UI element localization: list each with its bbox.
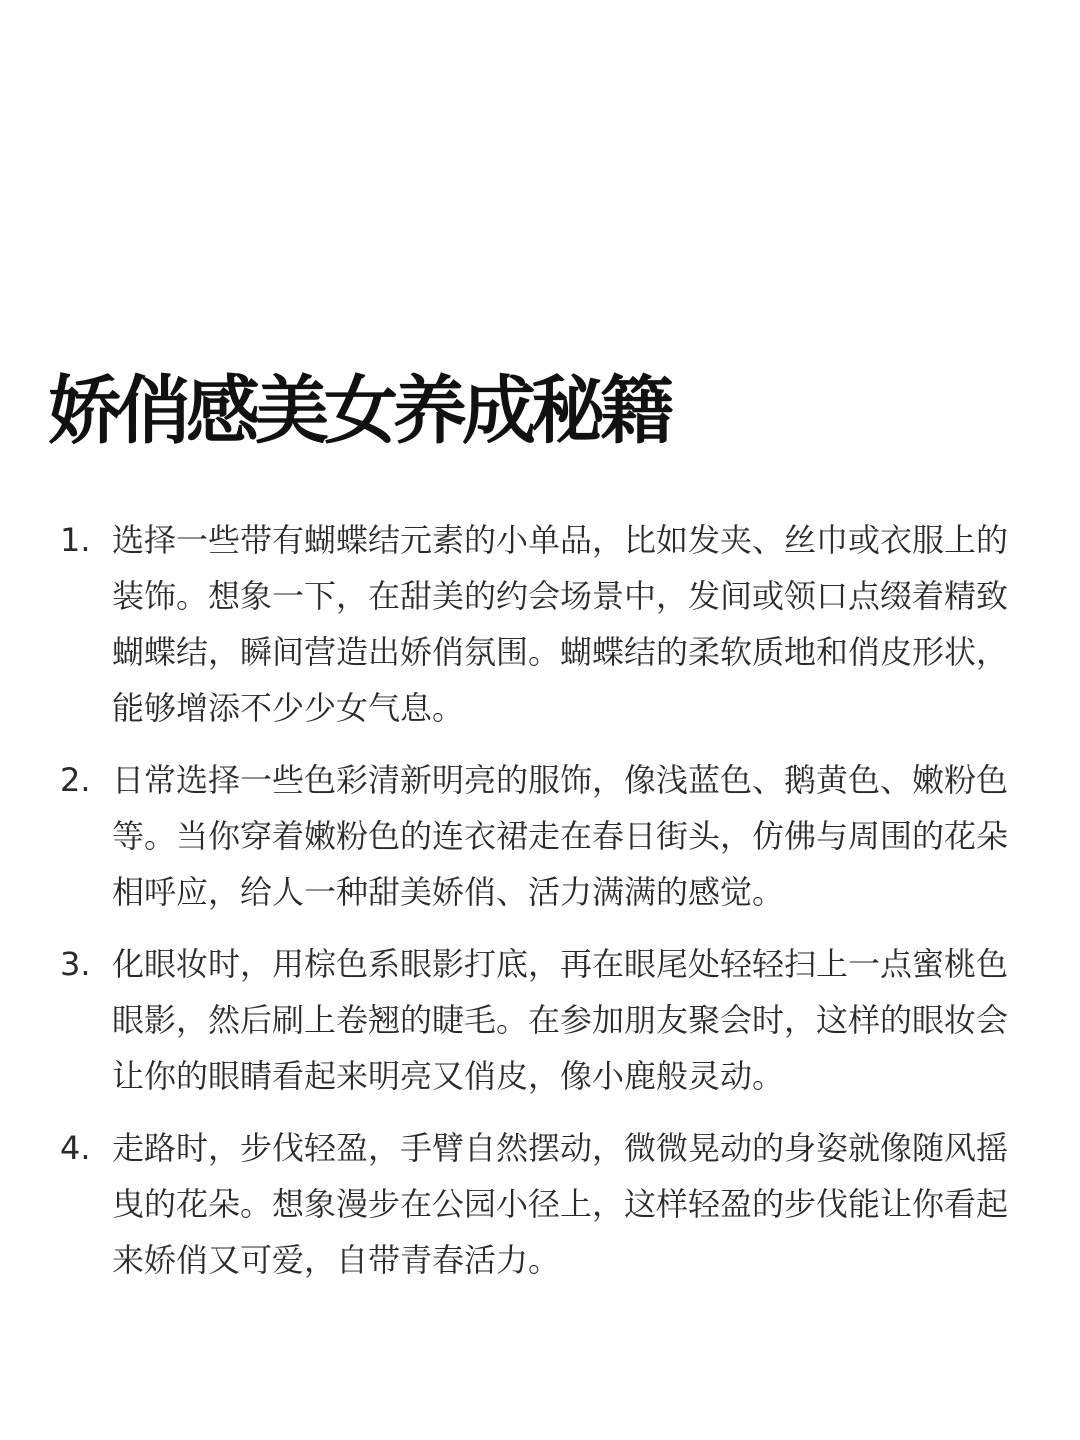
tip-text: 选择一些带有蝴蝶结元素的小单品，比如发夹、丝巾或衣服上的装饰。想象一下，在甜美的约会场景中，发间或领口点缀着精致蝴蝶结，瞬间营造出娇俏氛围。蝴蝶结的柔软质地和俏皮形状，能够增添不少少女气息。: [112, 521, 1009, 727]
tip-item: [0, 512, 1080, 736]
tip-text: 日常选择一些色彩清新明亮的服饰，像浅蓝色、鹅黄色、嫩粉色等。当你穿着嫩粉色的连衣裙走在春日街头，仿佛与周围的花朵相呼应，给人一种甜美娇俏、活力满满的感觉。: [112, 761, 1009, 911]
tip-number: 3.: [60, 945, 91, 983]
tip-number: 2.: [60, 761, 91, 799]
article-title: 娇俏感美女养成秘籍: [48, 368, 669, 454]
tip-number: 1.: [60, 521, 91, 559]
tip-text: 走路时，步伐轻盈，手臂自然摆动，微微晃动的身姿就像随风摇曳的花朵。想象漫步在公园小径上，这样轻盈的步伐能让你看起来娇俏又可爱，自带青春活力。: [112, 1129, 1009, 1279]
tip-item: [0, 1120, 1080, 1288]
tips-list: [0, 512, 1080, 1304]
tip-item: [0, 752, 1080, 920]
tip-text: 化眼妆时，用棕色系眼影打底，再在眼尾处轻轻扫上一点蜜桃色眼影，然后刷上卷翘的睫毛。在参加朋友聚会时，这样的眼妆会让你的眼睛看起来明亮又俏皮，像小鹿般灵动。: [112, 945, 1009, 1095]
tip-item: [0, 936, 1080, 1104]
tip-number: 4.: [60, 1129, 91, 1167]
